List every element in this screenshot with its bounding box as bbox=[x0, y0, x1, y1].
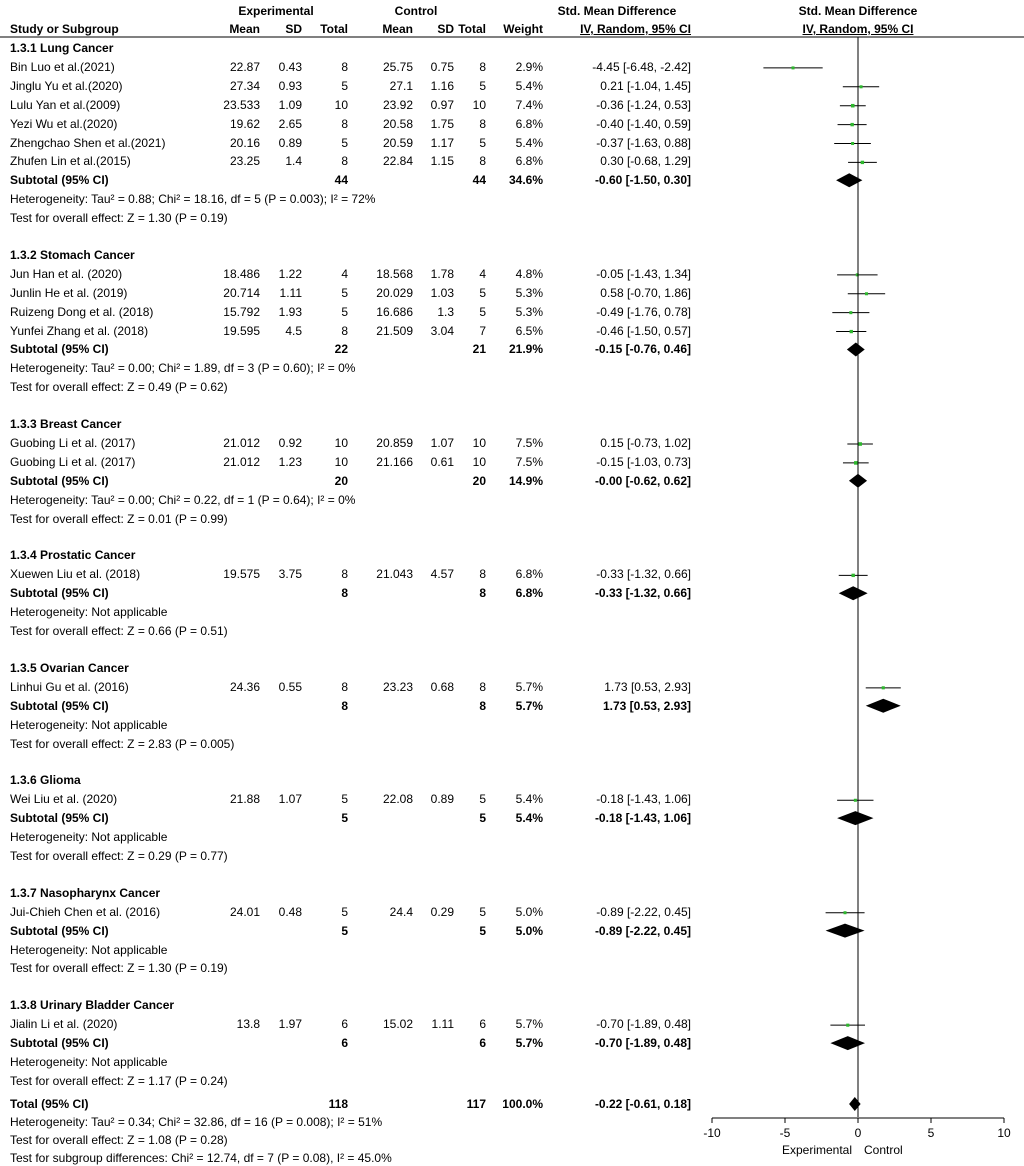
subtotal-c-total: 44 bbox=[472, 173, 486, 188]
study-c-total: 10 bbox=[472, 436, 486, 450]
study-e-sd: 0.93 bbox=[278, 78, 302, 93]
col-c-total-header: Total bbox=[458, 22, 486, 36]
study-e-sd: 1.97 bbox=[278, 1017, 302, 1032]
study-c-total: 5 bbox=[479, 304, 486, 319]
total-e-total: 118 bbox=[328, 1097, 348, 1111]
study-c-sd: 1.03 bbox=[430, 285, 454, 300]
study-ci: -0.40 [-1.40, 0.59] bbox=[596, 116, 691, 131]
subgroup-title: 1.3.7 Nasopharynx Cancer bbox=[10, 885, 161, 900]
study-e-total: 8 bbox=[341, 323, 348, 338]
study-e-mean: 20.16 bbox=[229, 135, 260, 150]
col-e-sd-header: SD bbox=[285, 22, 302, 36]
study-e-total: 5 bbox=[341, 304, 348, 319]
study-name: Ruizeng Dong et al. (2018) bbox=[10, 304, 154, 319]
study-e-sd: 0.48 bbox=[278, 904, 302, 919]
study-ci: 1.73 [0.53, 2.93] bbox=[604, 679, 691, 694]
subtotal-name: Subtotal (95% CI) bbox=[10, 342, 109, 357]
subtotal-c-total: 8 bbox=[479, 698, 486, 713]
subtotal-ci: -0.15 [-0.76, 0.46] bbox=[594, 342, 691, 357]
study-ci: -0.37 [-1.63, 0.88] bbox=[596, 135, 691, 150]
favours-control-label: Control bbox=[864, 1143, 903, 1157]
header-plot-title: Std. Mean Difference bbox=[798, 4, 918, 18]
study-weight: 4.8% bbox=[515, 266, 543, 281]
subgroup-title: 1.3.1 Lung Cancer bbox=[10, 41, 114, 55]
heterogeneity-text: Heterogeneity: Tau² = 0.00; Chi² = 1.89, df = 3 (P = 0.60); I² = 0% bbox=[10, 361, 356, 376]
subtotal-ci: -0.18 [-1.43, 1.06] bbox=[594, 811, 691, 826]
x-tick-label: 10 bbox=[997, 1126, 1011, 1140]
study-e-total: 10 bbox=[334, 436, 348, 450]
study-e-mean: 18.486 bbox=[223, 266, 260, 281]
study-e-total: 6 bbox=[341, 1017, 348, 1032]
subtotal-c-total: 20 bbox=[472, 473, 486, 488]
heterogeneity-text: Heterogeneity: Not applicable bbox=[10, 942, 168, 957]
study-e-mean: 24.01 bbox=[229, 904, 260, 919]
subtotal-c-total: 21 bbox=[472, 342, 486, 357]
study-ci: -0.46 [-1.50, 0.57] bbox=[596, 323, 691, 338]
study-e-mean: 19.595 bbox=[223, 323, 260, 338]
study-name: Jialin Li et al. (2020) bbox=[10, 1017, 118, 1032]
study-c-sd: 1.15 bbox=[430, 154, 454, 169]
study-e-mean: 27.34 bbox=[229, 78, 260, 93]
study-c-mean: 24.4 bbox=[389, 904, 413, 919]
study-c-sd: 1.3 bbox=[437, 304, 454, 319]
study-e-sd: 1.09 bbox=[278, 97, 302, 112]
study-c-mean: 20.029 bbox=[376, 285, 413, 300]
heterogeneity-text: Heterogeneity: Tau² = 0.88; Chi² = 18.16, df = 5 (P = 0.003); I² = 72% bbox=[10, 192, 376, 207]
overall-effect-text: Test for overall effect: Z = 0.66 (P = 0.51) bbox=[10, 624, 228, 639]
heterogeneity-text: Heterogeneity: Tau² = 0.00; Chi² = 0.22, df = 1 (P = 0.64); I² = 0% bbox=[10, 492, 356, 507]
subtotal-name: Subtotal (95% CI) bbox=[10, 811, 109, 826]
study-e-sd: 0.92 bbox=[278, 436, 302, 450]
subgroup-title: 1.3.2 Stomach Cancer bbox=[10, 247, 135, 262]
study-c-total: 7 bbox=[479, 323, 486, 338]
header-experimental: Experimental bbox=[238, 4, 314, 18]
study-e-total: 5 bbox=[341, 904, 348, 919]
subtotal-e-total: 5 bbox=[341, 923, 348, 938]
study-name: Guobing Li et al. (2017) bbox=[10, 436, 136, 450]
study-c-sd: 0.97 bbox=[430, 97, 454, 112]
study-ci: -4.45 [-6.48, -2.42] bbox=[592, 59, 691, 74]
subgroup-title: 1.3.6 Glioma bbox=[10, 773, 81, 788]
study-e-total: 5 bbox=[341, 78, 348, 93]
overall-effect-text: Test for overall effect: Z = 0.49 (P = 0.62) bbox=[10, 380, 228, 395]
study-c-mean: 20.59 bbox=[382, 135, 413, 150]
subtotal-c-total: 8 bbox=[479, 586, 486, 601]
study-e-total: 8 bbox=[341, 59, 348, 74]
study-ci: -0.18 [-1.43, 1.06] bbox=[596, 792, 691, 807]
header-smd-title: Std. Mean Difference bbox=[557, 4, 677, 18]
study-c-mean: 22.84 bbox=[382, 154, 413, 169]
favours-experimental-label: Experimental bbox=[781, 1143, 852, 1157]
heterogeneity-text: Heterogeneity: Not applicable bbox=[10, 1054, 168, 1069]
study-e-mean: 19.62 bbox=[229, 116, 260, 131]
study-c-mean: 21.166 bbox=[376, 454, 413, 469]
col-method-header: IV, Random, 95% CI bbox=[580, 22, 691, 36]
study-e-sd: 1.22 bbox=[278, 266, 302, 281]
study-weight: 5.7% bbox=[515, 679, 543, 694]
study-ci: -0.36 [-1.24, 0.53] bbox=[596, 97, 691, 112]
subtotal-ci: 1.73 [0.53, 2.93] bbox=[602, 698, 691, 713]
total-c-total: 117 bbox=[466, 1097, 486, 1111]
study-e-total: 8 bbox=[341, 567, 348, 582]
study-e-total: 5 bbox=[341, 792, 348, 807]
study-c-mean: 15.02 bbox=[382, 1017, 413, 1032]
subtotal-weight: 5.4% bbox=[515, 811, 543, 826]
x-tick-label: 5 bbox=[927, 1126, 935, 1140]
study-c-sd: 1.07 bbox=[430, 436, 454, 450]
study-weight: 7.5% bbox=[515, 454, 543, 469]
subtotal-weight: 14.9% bbox=[508, 473, 543, 488]
subtotal-ci: -0.60 [-1.50, 0.30] bbox=[594, 173, 691, 188]
study-e-total: 10 bbox=[334, 454, 348, 469]
study-weight: 5.7% bbox=[515, 1017, 543, 1032]
total-weight: 100.0% bbox=[502, 1097, 543, 1111]
study-weight: 6.8% bbox=[515, 116, 543, 131]
study-ci: -0.70 [-1.89, 0.48] bbox=[596, 1017, 691, 1032]
study-e-mean: 21.012 bbox=[223, 454, 260, 469]
study-c-mean: 20.58 bbox=[382, 116, 413, 131]
study-c-mean: 16.686 bbox=[376, 304, 413, 319]
study-e-mean: 13.8 bbox=[236, 1017, 260, 1032]
study-name: Jun Han et al. (2020) bbox=[10, 266, 123, 281]
study-name: Yunfei Zhang et al. (2018) bbox=[10, 323, 149, 338]
col-c-sd-header: SD bbox=[437, 22, 454, 36]
study-name: Linhui Gu et al. (2016) bbox=[10, 679, 129, 694]
study-c-sd: 1.78 bbox=[430, 266, 454, 281]
study-e-sd: 0.55 bbox=[278, 679, 302, 694]
study-c-sd: 0.68 bbox=[430, 679, 454, 694]
subgroup-title: 1.3.4 Prostatic Cancer bbox=[10, 548, 136, 563]
x-tick-label: 0 bbox=[854, 1126, 862, 1140]
col-e-mean-header: Mean bbox=[229, 22, 260, 36]
study-ci: 0.21 [-1.04, 1.45] bbox=[600, 78, 691, 93]
study-e-mean: 19.575 bbox=[223, 567, 260, 582]
study-name: Lulu Yan et al.(2009) bbox=[10, 97, 121, 112]
study-name: Zhengchao Shen et al.(2021) bbox=[10, 135, 166, 150]
study-weight: 2.9% bbox=[515, 59, 543, 74]
total-name: Total (95% CI) bbox=[10, 1097, 89, 1111]
study-e-mean: 23.25 bbox=[229, 154, 260, 169]
study-c-total: 10 bbox=[472, 97, 486, 112]
study-c-sd: 1.17 bbox=[430, 135, 454, 150]
total-ci: -0.22 [-0.61, 0.18] bbox=[594, 1097, 691, 1111]
header-control: Control bbox=[394, 4, 438, 18]
subtotal-weight: 21.9% bbox=[508, 342, 543, 357]
study-c-mean: 20.859 bbox=[376, 436, 413, 450]
study-weight: 5.0% bbox=[515, 904, 543, 919]
study-c-mean: 23.23 bbox=[382, 679, 413, 694]
study-c-sd: 0.75 bbox=[430, 59, 454, 74]
study-ci: 0.58 [-0.70, 1.86] bbox=[600, 285, 691, 300]
study-c-total: 10 bbox=[472, 454, 486, 469]
subtotal-ci: -0.33 [-1.32, 0.66] bbox=[594, 586, 691, 601]
subtotal-weight: 6.8% bbox=[515, 586, 543, 601]
subtotal-name: Subtotal (95% CI) bbox=[10, 173, 109, 188]
study-c-total: 8 bbox=[479, 567, 486, 582]
study-ci: -0.05 [-1.43, 1.34] bbox=[596, 266, 691, 281]
study-c-sd: 3.04 bbox=[430, 323, 454, 338]
study-ci: 0.15 [-0.73, 1.02] bbox=[600, 436, 691, 450]
subgroup-title: 1.3.8 Urinary Bladder Cancer bbox=[10, 998, 175, 1013]
subgroup-title: 1.3.3 Breast Cancer bbox=[10, 417, 122, 432]
study-weight: 5.4% bbox=[515, 792, 543, 807]
study-weight: 6.5% bbox=[515, 323, 543, 338]
study-ci: 0.30 [-0.68, 1.29] bbox=[600, 154, 691, 169]
study-e-mean: 24.36 bbox=[229, 679, 260, 694]
subtotal-e-total: 8 bbox=[341, 586, 348, 601]
study-e-total: 4 bbox=[341, 266, 348, 281]
study-e-sd: 4.5 bbox=[285, 323, 302, 338]
study-c-mean: 21.043 bbox=[376, 567, 413, 582]
total-heterogeneity-text: Heterogeneity: Tau² = 0.34; Chi² = 32.86, df = 16 (P = 0.008); I² = 51% bbox=[10, 1115, 383, 1129]
study-name: Zhufen Lin et al.(2015) bbox=[10, 154, 131, 169]
overall-effect-text: Test for overall effect: Z = 1.30 (P = 0.19) bbox=[10, 211, 228, 226]
study-c-sd: 0.89 bbox=[430, 792, 454, 807]
study-c-total: 5 bbox=[479, 135, 486, 150]
study-name: Guobing Li et al. (2017) bbox=[10, 454, 136, 469]
subtotal-name: Subtotal (95% CI) bbox=[10, 586, 109, 601]
study-e-sd: 1.93 bbox=[278, 304, 302, 319]
overall-effect-text: Test for overall effect: Z = 1.30 (P = 0.19) bbox=[10, 961, 228, 976]
study-e-mean: 20.714 bbox=[223, 285, 260, 300]
study-c-total: 5 bbox=[479, 904, 486, 919]
study-name: Jinglu Yu et al.(2020) bbox=[10, 78, 123, 93]
study-c-total: 8 bbox=[479, 679, 486, 694]
study-name: Yezi Wu et al.(2020) bbox=[10, 116, 118, 131]
study-c-sd: 4.57 bbox=[430, 567, 454, 582]
heterogeneity-text: Heterogeneity: Not applicable bbox=[10, 605, 168, 620]
study-e-total: 5 bbox=[341, 285, 348, 300]
subtotal-c-total: 6 bbox=[479, 1036, 486, 1051]
heterogeneity-text: Heterogeneity: Not applicable bbox=[10, 717, 168, 732]
study-weight: 6.8% bbox=[515, 567, 543, 582]
study-ci: -0.33 [-1.32, 0.66] bbox=[596, 567, 691, 582]
study-e-total: 5 bbox=[341, 135, 348, 150]
study-c-total: 5 bbox=[479, 78, 486, 93]
overall-effect-text: Test for overall effect: Z = 0.01 (P = 0.99) bbox=[10, 511, 228, 526]
subtotal-ci: -0.00 [-0.62, 0.62] bbox=[594, 473, 691, 488]
study-ci: -0.89 [-2.22, 0.45] bbox=[596, 904, 691, 919]
study-e-sd: 0.43 bbox=[278, 59, 302, 74]
study-e-sd: 1.07 bbox=[278, 792, 302, 807]
study-name: Jui-Chieh Chen et al. (2016) bbox=[10, 904, 161, 919]
study-e-sd: 3.75 bbox=[278, 567, 302, 582]
study-e-total: 10 bbox=[334, 97, 348, 112]
study-c-sd: 1.11 bbox=[431, 1017, 454, 1032]
subtotal-weight: 5.7% bbox=[515, 1036, 543, 1051]
study-e-mean: 21.012 bbox=[223, 436, 260, 450]
study-ci: -0.49 [-1.76, 0.78] bbox=[596, 304, 691, 319]
study-c-mean: 22.08 bbox=[382, 792, 413, 807]
subtotal-e-total: 20 bbox=[334, 473, 348, 488]
subtotal-weight: 5.0% bbox=[515, 923, 543, 938]
study-e-total: 8 bbox=[341, 679, 348, 694]
study-name: Junlin He et al. (2019) bbox=[10, 285, 128, 300]
study-weight: 7.5% bbox=[515, 436, 543, 450]
study-c-total: 5 bbox=[479, 285, 486, 300]
subtotal-c-total: 5 bbox=[479, 811, 486, 826]
study-c-mean: 18.568 bbox=[376, 266, 413, 281]
overall-effect-text: Test for overall effect: Z = 0.29 (P = 0.77) bbox=[10, 848, 228, 863]
study-weight: 5.4% bbox=[515, 78, 543, 93]
study-weight: 5.3% bbox=[515, 285, 543, 300]
study-e-sd: 1.23 bbox=[278, 454, 302, 469]
subtotal-c-total: 5 bbox=[479, 923, 486, 938]
study-e-mean: 22.87 bbox=[229, 59, 260, 74]
subtotal-name: Subtotal (95% CI) bbox=[10, 473, 109, 488]
study-ci: -0.15 [-1.03, 0.73] bbox=[596, 454, 691, 469]
study-c-total: 5 bbox=[479, 792, 486, 807]
study-c-total: 8 bbox=[479, 116, 486, 131]
study-c-total: 4 bbox=[479, 266, 486, 281]
study-e-total: 8 bbox=[341, 154, 348, 169]
study-weight: 5.3% bbox=[515, 304, 543, 319]
study-e-sd: 0.89 bbox=[278, 135, 302, 150]
subtotal-name: Subtotal (95% CI) bbox=[10, 1036, 109, 1051]
subtotal-weight: 5.7% bbox=[515, 698, 543, 713]
study-c-mean: 21.509 bbox=[376, 323, 413, 338]
subtotal-e-total: 5 bbox=[341, 811, 348, 826]
study-weight: 6.8% bbox=[515, 154, 543, 169]
x-tick-label: -5 bbox=[779, 1126, 791, 1140]
col-e-total-header: Total bbox=[320, 22, 348, 36]
subtotal-name: Subtotal (95% CI) bbox=[10, 923, 109, 938]
subtotal-e-total: 44 bbox=[334, 173, 348, 188]
study-c-total: 8 bbox=[479, 59, 486, 74]
study-c-sd: 1.75 bbox=[430, 116, 454, 131]
study-weight: 7.4% bbox=[515, 97, 543, 112]
study-name: Bin Luo et al.(2021) bbox=[10, 59, 115, 74]
subtotal-ci: -0.89 [-2.22, 0.45] bbox=[594, 923, 691, 938]
subgroup-title: 1.3.5 Ovarian Cancer bbox=[10, 660, 129, 675]
study-c-sd: 0.29 bbox=[430, 904, 454, 919]
study-e-mean: 15.792 bbox=[223, 304, 260, 319]
plot-method-header: IV, Random, 95% CI bbox=[802, 22, 914, 36]
study-c-mean: 27.1 bbox=[389, 78, 413, 93]
study-weight: 5.4% bbox=[515, 135, 543, 150]
heterogeneity-text: Heterogeneity: Not applicable bbox=[10, 830, 168, 845]
study-c-mean: 23.92 bbox=[382, 97, 413, 112]
study-c-total: 6 bbox=[479, 1017, 486, 1032]
overall-effect-text: Test for overall effect: Z = 2.83 (P = 0.005) bbox=[10, 736, 235, 751]
subtotal-e-total: 22 bbox=[334, 342, 348, 357]
study-e-mean: 21.88 bbox=[229, 792, 260, 807]
total-overall-text: Test for overall effect: Z = 1.08 (P = 0.28) bbox=[10, 1133, 228, 1147]
study-c-mean: 25.75 bbox=[382, 59, 413, 74]
study-c-sd: 1.16 bbox=[430, 78, 454, 93]
x-tick-label: -10 bbox=[703, 1126, 721, 1140]
subtotal-e-total: 6 bbox=[341, 1036, 348, 1051]
study-e-sd: 1.4 bbox=[285, 154, 302, 169]
study-e-sd: 1.11 bbox=[279, 285, 302, 300]
study-e-total: 8 bbox=[341, 116, 348, 131]
subgroup-difference-text: Test for subgroup differences: Chi² = 12.74, df = 7 (P = 0.08), I² = 45.0% bbox=[10, 1151, 392, 1165]
subtotal-e-total: 8 bbox=[341, 698, 348, 713]
subtotal-ci: -0.70 [-1.89, 0.48] bbox=[594, 1036, 691, 1051]
subtotal-name: Subtotal (95% CI) bbox=[10, 698, 109, 713]
study-e-sd: 2.65 bbox=[278, 116, 302, 131]
col-weight-header: Weight bbox=[503, 22, 543, 36]
study-name: Xuewen Liu et al. (2018) bbox=[10, 567, 141, 582]
study-name: Wei Liu et al. (2020) bbox=[10, 792, 118, 807]
study-c-sd: 0.61 bbox=[430, 454, 454, 469]
subtotal-weight: 34.6% bbox=[508, 173, 543, 188]
col-c-mean-header: Mean bbox=[382, 22, 413, 36]
study-c-total: 8 bbox=[479, 154, 486, 169]
col-study-header: Study or Subgroup bbox=[10, 22, 119, 36]
overall-effect-text: Test for overall effect: Z = 1.17 (P = 0.24) bbox=[10, 1073, 228, 1088]
study-e-mean: 23.533 bbox=[223, 97, 260, 112]
